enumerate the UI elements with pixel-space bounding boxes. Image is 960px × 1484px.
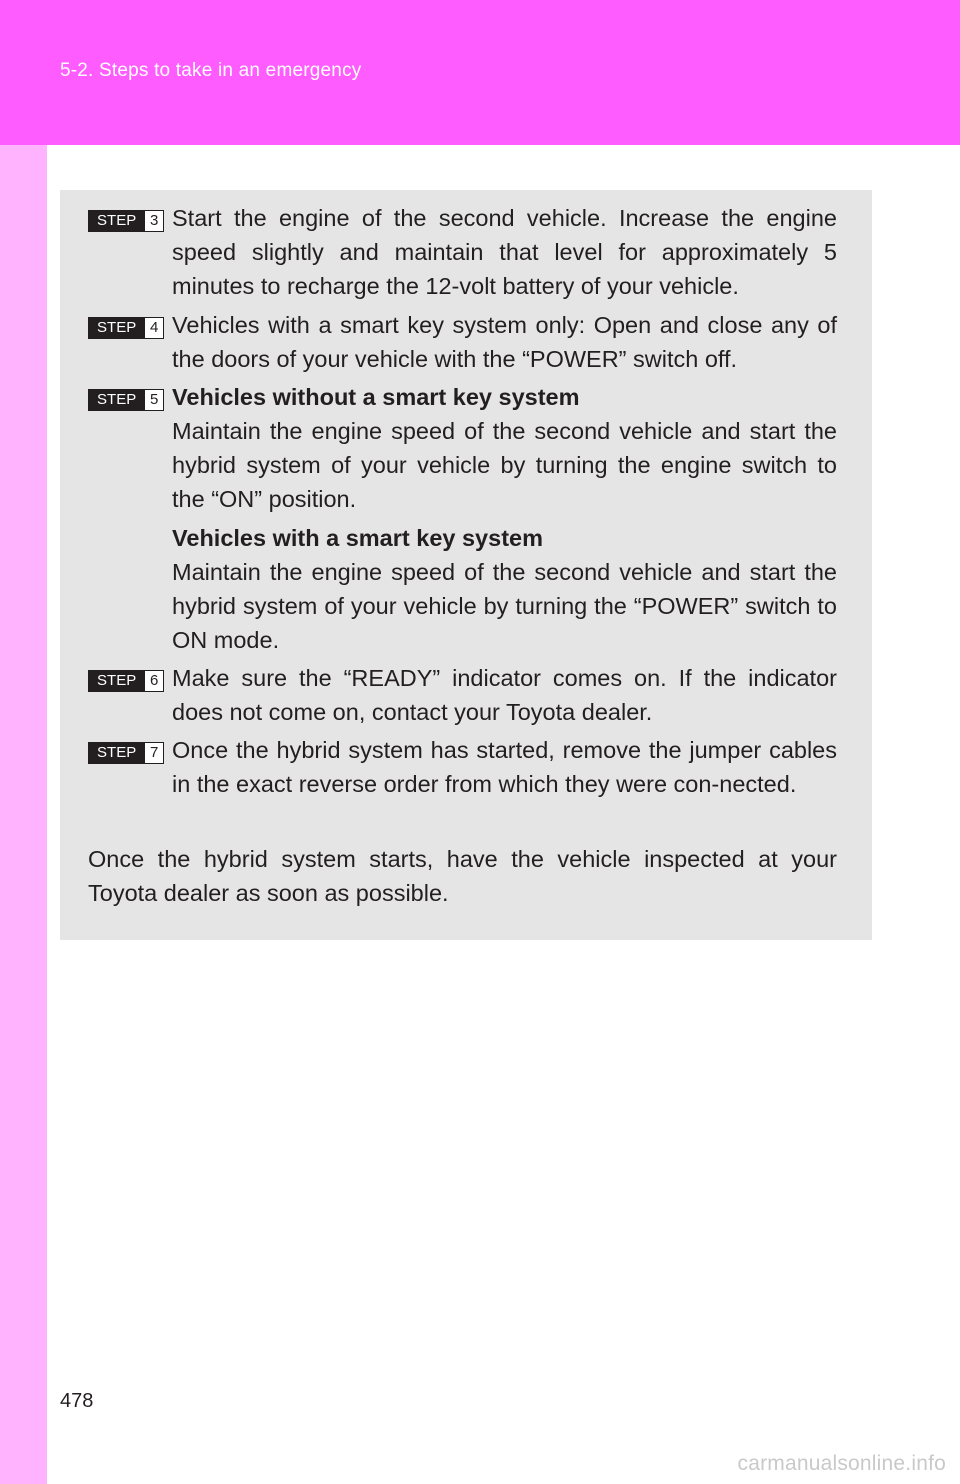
step-badge-label: STEP — [88, 742, 145, 764]
step-paragraph: Maintain the engine speed of the second vehicle and start the hybrid system of your vehicle by turning the “POWER” switch to ON mode. — [172, 559, 837, 653]
page-number: 478 — [60, 1390, 94, 1412]
breadcrumb: 5-2. Steps to take in an emergency — [60, 60, 362, 81]
side-strip — [0, 145, 47, 1484]
step-text: Start the engine of the second vehicle. Increase the engine speed slightly and maintain that level for approximately 5 minutes to recharge the 12-volt battery of your vehicle. — [172, 205, 837, 299]
watermark: carmanualsonline.info — [737, 1452, 946, 1475]
step-badge-label: STEP — [88, 317, 145, 339]
step-badge-number: 7 — [145, 742, 164, 764]
step-badge — [88, 389, 164, 411]
step-badge-label: STEP — [88, 210, 145, 232]
step-badge — [88, 317, 164, 339]
step-badge-label: STEP — [88, 389, 145, 411]
step-badge — [88, 742, 164, 764]
step-badge — [88, 210, 164, 232]
step-text: Once the hybrid system has started, remove the jumper cables in the exact reverse order from which they were con-nected. — [172, 737, 837, 797]
instructions-box — [60, 190, 872, 940]
page-header — [0, 0, 960, 145]
step-badge-number: 5 — [145, 389, 164, 411]
subheading-without-smart-key: Vehicles without a smart key system — [172, 384, 580, 410]
step-badge-number: 6 — [145, 670, 164, 692]
step-badge-label: STEP — [88, 670, 145, 692]
step-badge-number: 4 — [145, 317, 164, 339]
subheading-with-smart-key: Vehicles with a smart key system — [172, 525, 543, 551]
step-text: Vehicles with a smart key system only: Open and close any of the doors of your vehicle with the “POWER” switch off. — [172, 312, 837, 372]
step-badge-number: 3 — [145, 210, 164, 232]
step-badge — [88, 670, 164, 692]
step-text — [172, 380, 837, 657]
step-text: Make sure the “READY” indicator comes on. If the indicator does not come on, contact your Toyota dealer. — [172, 665, 837, 725]
step-paragraph: Maintain the engine speed of the second vehicle and start the hybrid system of your vehicle by turning the engine switch to the “ON” position. — [172, 418, 837, 512]
closing-paragraph: Once the hybrid system starts, have the vehicle inspected at your Toyota dealer as soon as possible. — [88, 846, 837, 906]
